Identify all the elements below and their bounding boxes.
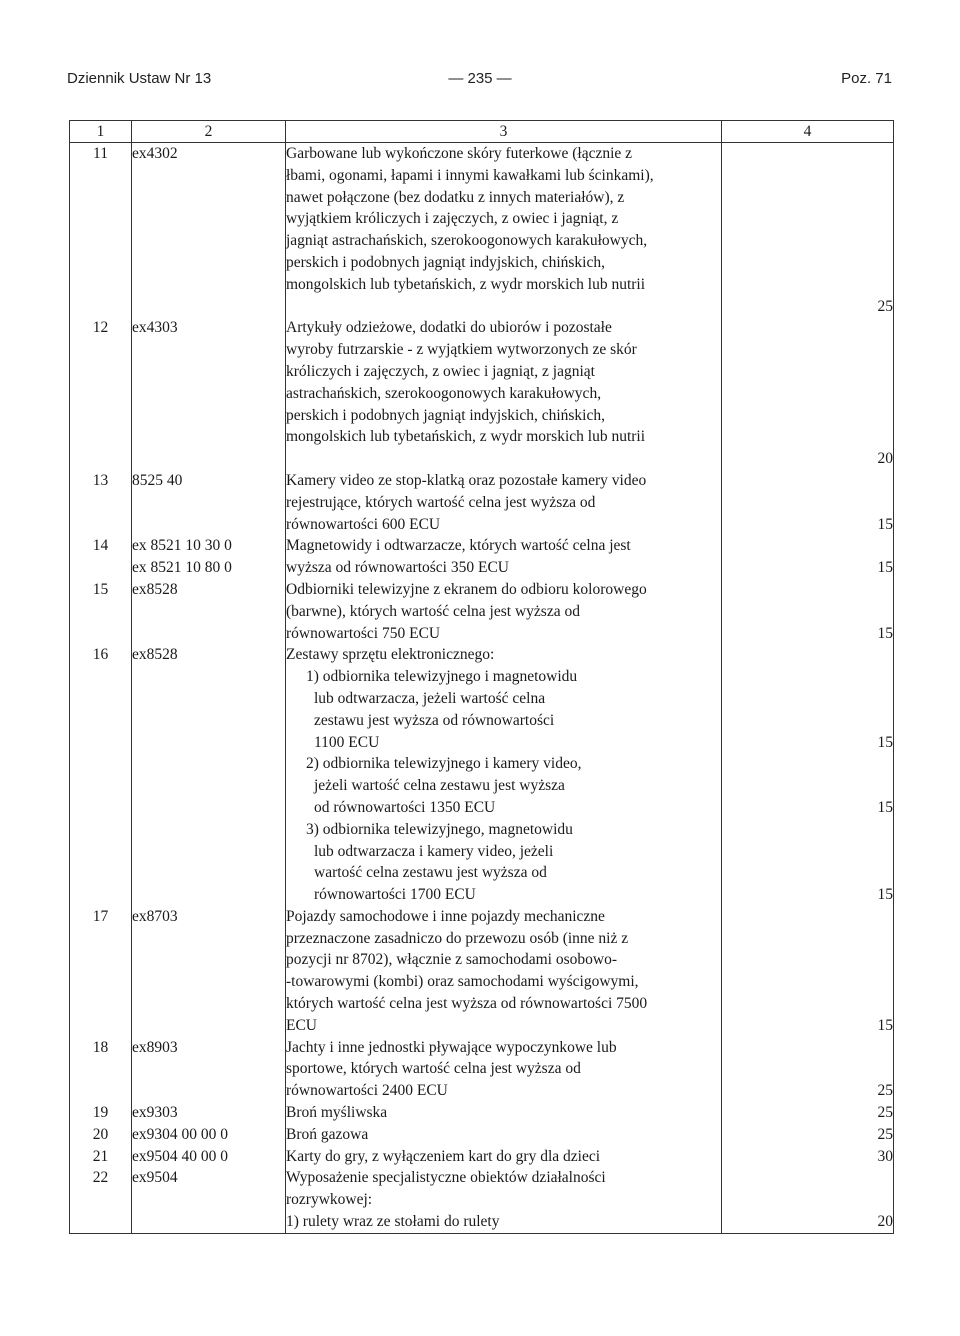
tariff-code: ex4302 (132, 145, 178, 162)
description-cell (286, 143, 722, 318)
tariff-code: ex9504 (132, 1169, 178, 1187)
description-cell (286, 1102, 722, 1124)
description-cell (286, 470, 722, 535)
tariff-code: ex 8521 10 30 0 (132, 537, 232, 555)
description-line: 1) rulety wraz ze stołami do rulety (286, 1213, 500, 1231)
table-row (70, 644, 894, 906)
item-number-cell (70, 317, 132, 470)
description-line: astrachańskich, szerokoogonowych karakułowych, (286, 384, 602, 402)
rate-cell (722, 644, 894, 906)
item-number-cell (70, 644, 132, 906)
column-header: 2 (132, 121, 286, 143)
rate-cell (722, 906, 894, 1037)
tariff-code-cell (132, 1124, 286, 1146)
description-line: Zestawy sprzętu elektronicznego: (286, 646, 495, 664)
item-number-cell (70, 1167, 132, 1233)
position-number: Poz. 71 (841, 70, 892, 87)
description-line: Karty do gry, z wyłączeniem kart do gry dla dzieci (286, 1147, 601, 1165)
description-line: perskich i podobnych jagniąt indyjskich, chińskich, (286, 406, 605, 424)
table-row (70, 1167, 894, 1233)
description-line: Kamery video ze stop-klatką oraz pozostałe kamery video (286, 471, 647, 489)
rate-cell (722, 1102, 894, 1124)
page-header (0, 0, 960, 96)
tariff-code-cell (132, 535, 286, 579)
item-number-cell (70, 1037, 132, 1102)
description-line: Magnetowidy i odtwarzacze, których wartość celna jest (286, 537, 631, 555)
item-number-cell (70, 1102, 132, 1124)
description-line: 1) odbiornika telewizyjnego i magnetowidu (306, 668, 578, 686)
item-number: 21 (92, 1147, 109, 1165)
tariff-code: ex8703 (132, 907, 178, 925)
description-line: wyjątkiem króliczych i zajęczych, z owiec i jagniąt, z (286, 210, 619, 228)
rate-value: 15 (877, 559, 893, 577)
description-line: rozrywkowej: (286, 1191, 373, 1209)
tariff-code-cell (132, 470, 286, 535)
description-line: Odbiorniki telewizyjne z ekranem do odbioru kolorowego (286, 580, 647, 598)
tariff-code-cell (132, 906, 286, 1037)
rate-cell (722, 1124, 894, 1146)
item-number-cell (70, 470, 132, 535)
description-line: równowartości 2400 ECU (286, 1082, 448, 1100)
table-row (70, 579, 894, 644)
column-header: 3 (286, 121, 722, 143)
description-line: lub odtwarzacza, jeżeli wartość celna (314, 689, 546, 707)
rate-value: 25 (877, 1082, 893, 1100)
description-line: których wartość celna jest wyższa od równowartości 7500 (286, 995, 648, 1013)
table-row (70, 317, 894, 470)
rate-value: 15 (877, 515, 893, 533)
description-line: Wyposażenie specjalistyczne obiektów działalności (286, 1169, 606, 1187)
rate-value: 15 (877, 1016, 893, 1034)
tariff-code: ex4303 (132, 319, 178, 337)
description-line: nawet połączone (bez dodatku z innych materiałów), z (286, 188, 625, 206)
tariff-code-cell (132, 1102, 286, 1124)
description-line: lub odtwarzacza i kamery video, jeżeli (314, 842, 554, 860)
description-line: równowartości 750 ECU (286, 624, 441, 642)
table-row (70, 470, 894, 535)
rate-cell (722, 579, 894, 644)
description-line: Pojazdy samochodowe i inne pojazdy mechaniczne (286, 907, 605, 925)
item-number-cell (70, 535, 132, 579)
description-line: mongolskich lub tybetańskich, z wydr morskich lub nutrii (286, 428, 646, 446)
description-line: pozycji nr 8702), włącznie z samochodami osobowo- (286, 951, 618, 969)
tariff-code-cell (132, 644, 286, 906)
tariff-code: ex9303 (132, 1104, 178, 1122)
description-line: wartość celna zestawu jest wyższa od (314, 864, 547, 882)
description-line: Broń myśliwska (286, 1104, 388, 1122)
tariff-code: ex8528 (132, 580, 178, 598)
description-line: Broń gazowa (286, 1125, 369, 1143)
item-number: 11 (93, 145, 108, 162)
rate-cell (722, 317, 894, 470)
item-number: 19 (92, 1104, 109, 1122)
description-line: 3) odbiornika telewizyjnego, magnetowidu (306, 820, 573, 838)
item-number: 12 (92, 319, 109, 337)
description-line: łbami, ogonami, łapami i innymi kawałkami lub ścinkami), (286, 166, 654, 184)
rate-cell (722, 1037, 894, 1102)
description-line: jagniąt astrachańskich, szerokoogonowych karakułowych, (286, 232, 648, 250)
description-cell (286, 1124, 722, 1146)
item-number-cell (70, 1124, 132, 1146)
item-number-cell (70, 1146, 132, 1168)
description-cell (286, 644, 722, 906)
rate-value: 15 (877, 798, 893, 816)
table-row (70, 1037, 894, 1102)
tariff-table (69, 120, 894, 1234)
item-number: 18 (92, 1038, 109, 1056)
item-number-cell (70, 579, 132, 644)
table-row (70, 1124, 894, 1146)
tariff-code-cell (132, 1146, 286, 1168)
item-number: 22 (92, 1169, 109, 1187)
rate-value: 30 (877, 1147, 893, 1165)
description-line: sportowe, których wartość celna jest wyższa od (286, 1060, 581, 1078)
tariff-code-cell (132, 143, 286, 318)
description-cell (286, 1146, 722, 1168)
description-line: króliczych i zajęczych, z owiec i jagniąt, z jagniąt (286, 362, 595, 380)
rate-value: 25 (877, 297, 893, 315)
rate-value: 15 (877, 886, 893, 904)
tariff-code-cell (132, 1167, 286, 1233)
tariff-code-cell (132, 317, 286, 470)
column-header: 4 (722, 121, 894, 143)
tariff-code: ex9504 40 00 0 (132, 1147, 229, 1165)
description-line: (barwne), których wartość celna jest wyższa od (286, 602, 580, 620)
item-number-cell (70, 906, 132, 1037)
description-line: wyroby futrzarskie - z wyjątkiem wytworzonych ze skór (286, 341, 637, 359)
item-number-cell (70, 143, 132, 318)
journal-title: Dziennik Ustaw Nr 13 (67, 70, 212, 87)
description-line: ECU (286, 1016, 317, 1034)
rate-value: 25 (877, 1104, 893, 1122)
description-cell (286, 1037, 722, 1102)
description-line: od równowartości 1350 ECU (314, 798, 496, 816)
item-number: 20 (92, 1125, 109, 1143)
rate-cell (722, 143, 894, 318)
description-cell (286, 535, 722, 579)
description-line: rejestrujące, których wartość celna jest wyższa od (286, 493, 596, 511)
description-line: Artykuły odzieżowe, dodatki do ubiorów i pozostałe (286, 319, 612, 337)
item-number: 15 (92, 580, 109, 598)
tariff-code: ex 8521 10 80 0 (132, 559, 232, 577)
description-line: Garbowane lub wykończone skóry futerkowe (łącznie z (286, 145, 633, 162)
column-header: 1 (70, 121, 132, 143)
description-cell (286, 317, 722, 470)
description-line: perskich i podobnych jagniąt indyjskich, chińskich, (286, 253, 605, 271)
rate-cell (722, 470, 894, 535)
tariff-code: ex8903 (132, 1038, 178, 1056)
rate-value: 20 (877, 450, 893, 468)
rate-value: 20 (877, 1213, 893, 1231)
tariff-code: 8525 40 (132, 471, 183, 489)
description-line: równowartości 1700 ECU (314, 886, 476, 904)
description-cell (286, 1167, 722, 1233)
table-row (70, 143, 894, 318)
description-line: -towarowymi (kombi) oraz samochodami wyścigowymi, (286, 973, 639, 991)
description-line: jeżeli wartość celna zestawu jest wyższa (314, 777, 565, 795)
description-line: równowartości 600 ECU (286, 515, 441, 533)
page-number: — 235 — (448, 70, 512, 87)
rate-cell (722, 1167, 894, 1233)
rate-value: 25 (877, 1125, 893, 1143)
description-line: 2) odbiornika telewizyjnego i kamery video, (306, 755, 582, 773)
rate-cell (722, 535, 894, 579)
description-line: mongolskich lub tybetańskich, z wydr morskich lub nutrii (286, 275, 646, 293)
table-row (70, 906, 894, 1037)
rate-value: 15 (877, 624, 893, 642)
tariff-code: ex8528 (132, 646, 178, 664)
description-line: zestawu jest wyższa od równowartości (314, 711, 555, 729)
table-row (70, 1146, 894, 1168)
item-number: 16 (92, 646, 109, 664)
table-row (70, 1102, 894, 1124)
rate-cell (722, 1146, 894, 1168)
description-cell (286, 906, 722, 1037)
table-body (70, 143, 894, 1234)
description-line: wyższa od równowartości 350 ECU (286, 559, 509, 577)
tariff-code-cell (132, 579, 286, 644)
description-line: przeznaczone zasadniczo do przewozu osób (inne niż z (286, 929, 629, 947)
description-line: 1100 ECU (314, 733, 380, 751)
table-row (70, 535, 894, 579)
description-cell (286, 579, 722, 644)
item-number: 14 (92, 537, 109, 555)
item-number: 17 (92, 907, 109, 925)
tariff-code: ex9304 00 00 0 (132, 1125, 229, 1143)
description-line: Jachty i inne jednostki pływające wypoczynkowe lub (286, 1038, 617, 1056)
rate-value: 15 (877, 733, 893, 751)
tariff-code-cell (132, 1037, 286, 1102)
item-number: 13 (92, 471, 109, 489)
table-header-row (70, 121, 894, 143)
